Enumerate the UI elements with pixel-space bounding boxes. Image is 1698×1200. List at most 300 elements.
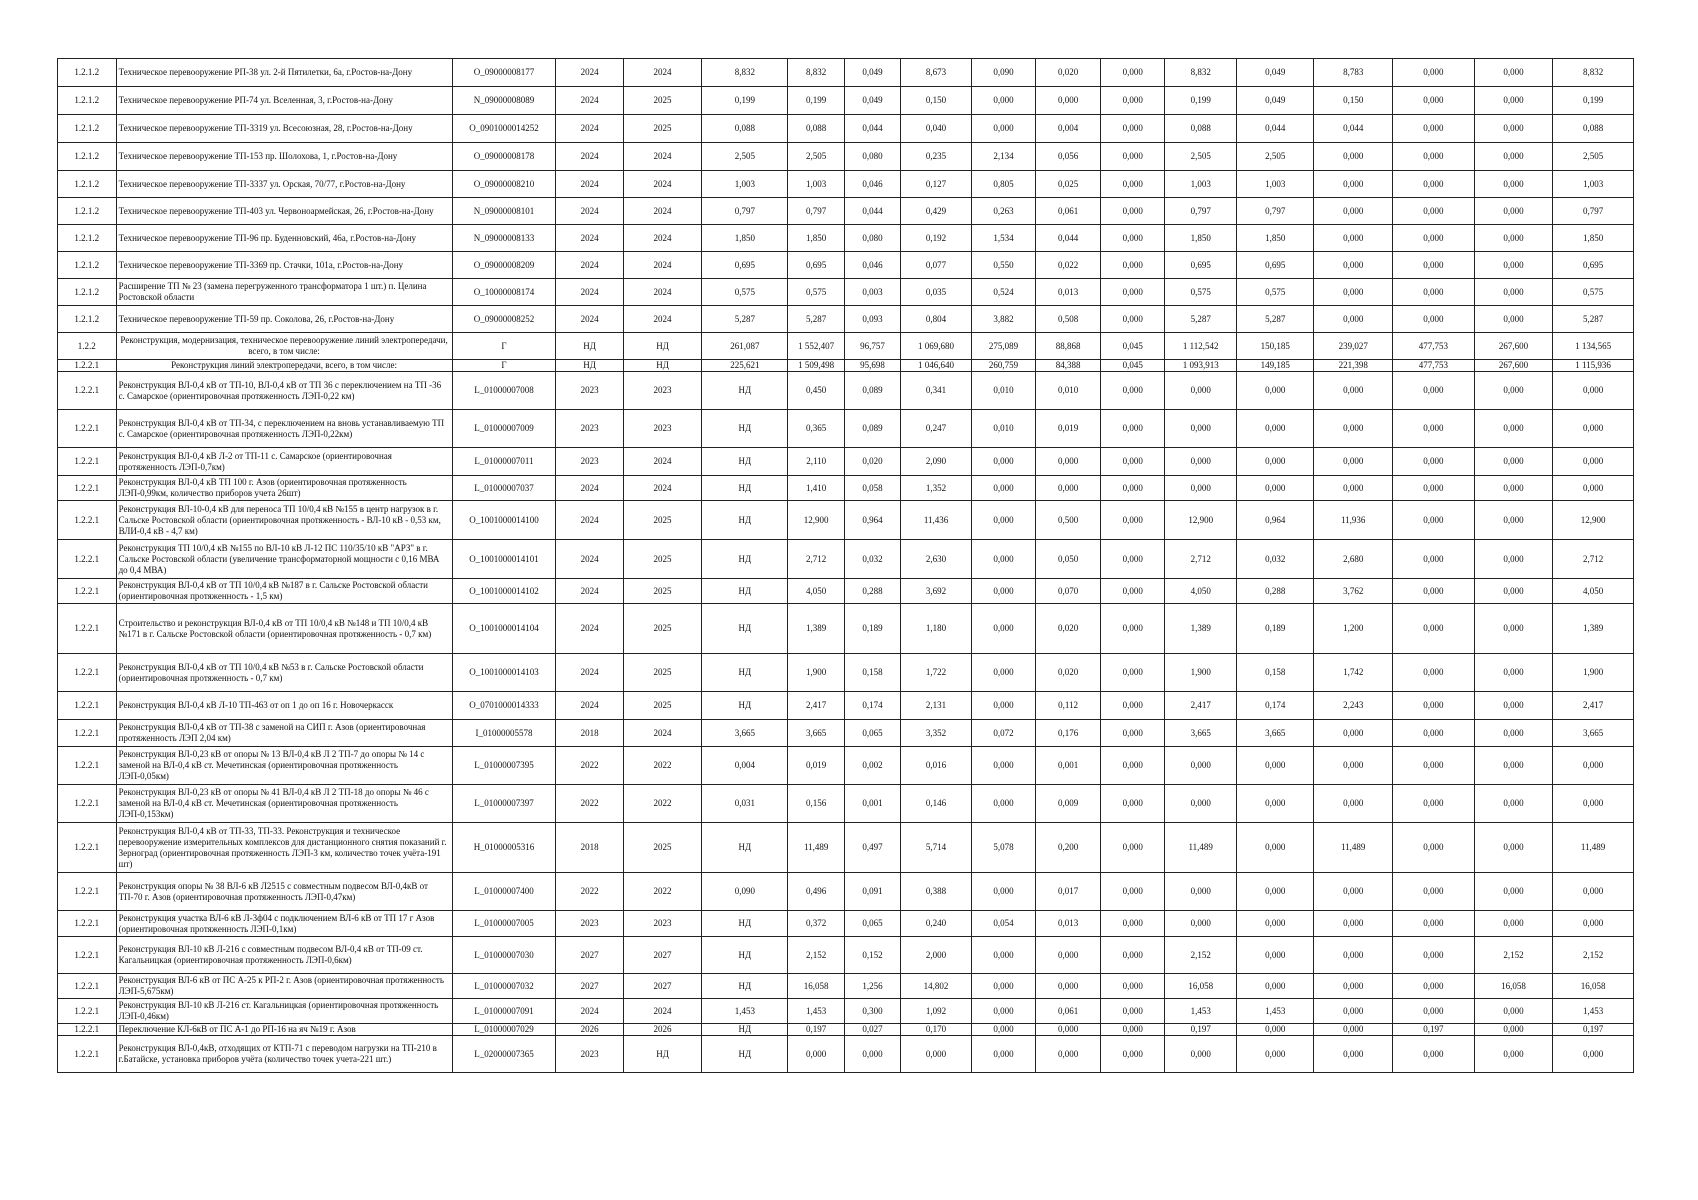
value-cell: 0,158 (1237, 654, 1314, 692)
value-cell: 0,000 (1101, 999, 1165, 1024)
value-cell: 2,630 (901, 540, 972, 579)
value-cell: НД (702, 823, 788, 873)
row-name-cell: Реконструкция ВЛ-0,4 кВ Л-2 от ТП-11 с. Самарское (ориентировочная протяженность ЛЭП-0,7км) (116, 448, 452, 476)
value-cell: 0,065 (844, 720, 900, 747)
value-cell: 0,804 (901, 306, 972, 333)
value-cell: 2024 (556, 279, 623, 306)
value-cell: 2023 (556, 372, 623, 410)
value-cell: 0,010 (971, 410, 1035, 448)
value-cell: 0,000 (1474, 59, 1552, 87)
value-cell: 0,797 (788, 198, 844, 225)
value-cell: 0,288 (844, 579, 900, 604)
value-cell: 2,505 (1165, 143, 1237, 171)
value-cell: 2026 (623, 1024, 701, 1036)
value-cell: 0,000 (1474, 225, 1552, 252)
value-cell: 0,288 (1237, 579, 1314, 604)
value-cell: 0,046 (844, 252, 900, 279)
value-cell: 1,180 (901, 604, 972, 654)
value-cell: 0,695 (1553, 252, 1634, 279)
value-cell: 0,000 (971, 785, 1035, 823)
value-cell: 1 093,913 (1165, 360, 1237, 372)
value-cell: 0,000 (1474, 252, 1552, 279)
table-row (58, 823, 1634, 873)
value-cell: 0,000 (1392, 59, 1474, 87)
value-cell: 2,134 (971, 143, 1035, 171)
value-cell: 0,575 (1165, 279, 1237, 306)
value-cell: 2,152 (788, 937, 844, 974)
value-cell: 0,000 (1392, 540, 1474, 579)
row-name-cell: Техническое перевооружение РП-38 ул. 2-й Пятилетки, 6а, г.Ростов-на-Дону (116, 59, 452, 87)
value-cell: 12,900 (788, 501, 844, 540)
value-cell: 16,058 (788, 974, 844, 999)
value-cell: 0,000 (1474, 540, 1552, 579)
value-cell: 1,850 (702, 225, 788, 252)
value-cell: 0,000 (1101, 823, 1165, 873)
value-cell: 0,365 (788, 410, 844, 448)
value-cell: 0,000 (1474, 720, 1552, 747)
value-cell: 239,027 (1314, 333, 1392, 360)
value-cell: 0,000 (1392, 999, 1474, 1024)
value-cell: 0,040 (901, 115, 972, 143)
value-cell: 0,044 (844, 198, 900, 225)
value-cell: 1,389 (1553, 604, 1634, 654)
table-row (58, 604, 1634, 654)
value-cell: 0,152 (844, 937, 900, 974)
project-id-cell: N_09000008089 (452, 87, 556, 115)
row-name-cell: Техническое перевооружение ТП-3369 пр. Стачки, 101а, г.Ростов-на-Дону (116, 252, 452, 279)
value-cell: 0,000 (1101, 143, 1165, 171)
value-cell: 0,061 (1036, 198, 1101, 225)
value-cell: 0,695 (788, 252, 844, 279)
value-cell: 0,000 (1392, 579, 1474, 604)
value-cell: 2025 (623, 654, 701, 692)
value-cell: 0,240 (901, 911, 972, 937)
value-cell: 4,050 (1553, 579, 1634, 604)
value-cell: 1,900 (1553, 654, 1634, 692)
value-cell: 0,575 (702, 279, 788, 306)
value-cell: 0,000 (1237, 823, 1314, 873)
value-cell: 0,000 (1474, 306, 1552, 333)
value-cell: 2022 (623, 873, 701, 911)
value-cell: 0,010 (1036, 372, 1101, 410)
value-cell: 0,199 (702, 87, 788, 115)
value-cell: 0,174 (1237, 692, 1314, 720)
value-cell: 0,019 (1036, 410, 1101, 448)
value-cell: 0,000 (1314, 448, 1392, 476)
value-cell: 2024 (556, 654, 623, 692)
value-cell: 0,000 (971, 87, 1035, 115)
value-cell: 0,077 (901, 252, 972, 279)
value-cell: 1,003 (1165, 171, 1237, 198)
value-cell: 1,003 (1553, 171, 1634, 198)
value-cell: 0,000 (1392, 911, 1474, 937)
row-name-cell: Расширение ТП № 23 (замена перегруженного трансформатора 1 шт.) п. Целина Ростовской области (116, 279, 452, 306)
value-cell: 2,090 (901, 448, 972, 476)
value-cell: 1 552,407 (788, 333, 844, 360)
value-cell: НД (702, 911, 788, 937)
value-cell: 0,000 (1165, 873, 1237, 911)
value-cell: 0,054 (971, 911, 1035, 937)
row-code-cell: 1.2.1.2 (58, 198, 117, 225)
value-cell: 1,003 (788, 171, 844, 198)
value-cell: 0,000 (1392, 225, 1474, 252)
value-cell: 1,850 (1237, 225, 1314, 252)
value-cell: 0,000 (1474, 823, 1552, 873)
value-cell: 0,000 (1101, 59, 1165, 87)
row-name-cell: Реконструкция ВЛ-0,4 кВ Л-10 ТП-463 от оп 1 до оп 16 г. Новочеркасск (116, 692, 452, 720)
value-cell: 16,058 (1553, 974, 1634, 999)
value-cell: 0,000 (1101, 372, 1165, 410)
value-cell: 0,003 (844, 279, 900, 306)
value-cell: 0,000 (1101, 911, 1165, 937)
value-cell: 221,398 (1314, 360, 1392, 372)
value-cell: 0,000 (971, 937, 1035, 974)
value-cell: 0,000 (1392, 1036, 1474, 1073)
investment-program-table (57, 58, 1634, 1073)
value-cell: 1,850 (1553, 225, 1634, 252)
row-code-cell: 1.2.2.1 (58, 360, 117, 372)
value-cell: 0,000 (1314, 410, 1392, 448)
value-cell: 0,000 (1474, 654, 1552, 692)
row-code-cell: 1.2.1.2 (58, 279, 117, 306)
value-cell: 0,000 (1474, 372, 1552, 410)
value-cell: 2024 (556, 604, 623, 654)
value-cell: 2,000 (901, 937, 972, 974)
value-cell: 1,850 (788, 225, 844, 252)
table-row (58, 59, 1634, 87)
row-code-cell: 1.2.2 (58, 333, 117, 360)
project-id-cell: O_1001000014103 (452, 654, 556, 692)
value-cell: 0,170 (901, 1024, 972, 1036)
value-cell: 0,000 (1314, 911, 1392, 937)
value-cell: 0,000 (1392, 937, 1474, 974)
value-cell: 0,000 (1237, 448, 1314, 476)
value-cell: 2025 (623, 540, 701, 579)
value-cell: НД (702, 410, 788, 448)
value-cell: 0,044 (844, 115, 900, 143)
value-cell: 16,058 (1474, 974, 1552, 999)
row-code-cell: 1.2.2.1 (58, 540, 117, 579)
row-code-cell: 1.2.1.2 (58, 225, 117, 252)
row-code-cell: 1.2.2.1 (58, 410, 117, 448)
value-cell: 0,072 (971, 720, 1035, 747)
value-cell: 4,050 (1165, 579, 1237, 604)
value-cell: 0,000 (1553, 372, 1634, 410)
value-cell: 2022 (623, 785, 701, 823)
value-cell: 2024 (556, 999, 623, 1024)
project-id-cell: L_01000007397 (452, 785, 556, 823)
table-row (58, 999, 1634, 1024)
value-cell: 0,065 (844, 911, 900, 937)
value-cell: 2027 (556, 974, 623, 999)
row-name-cell: Реконструкция ВЛ-6 кВ от ПС А-25 к РП-2 г. Азов (ориентировочная протяженность ЛЭП-5,675км) (116, 974, 452, 999)
row-code-cell: 1.2.2.1 (58, 937, 117, 974)
value-cell: 0,049 (1237, 87, 1314, 115)
value-cell: 0,013 (1036, 911, 1101, 937)
value-cell: 0,199 (788, 87, 844, 115)
value-cell: 0,000 (1101, 252, 1165, 279)
row-name-cell: Техническое перевооружение ТП-96 пр. Буденновский, 46а, г.Ростов-на-Дону (116, 225, 452, 252)
value-cell: 0,000 (1101, 692, 1165, 720)
value-cell: 0,197 (788, 1024, 844, 1036)
value-cell: 0,000 (1101, 873, 1165, 911)
value-cell: 0,000 (1237, 747, 1314, 785)
value-cell: 1,453 (1165, 999, 1237, 1024)
value-cell: 0,000 (1474, 410, 1552, 448)
table-body (58, 59, 1634, 1073)
table-row (58, 87, 1634, 115)
value-cell: 0,150 (1314, 87, 1392, 115)
value-cell: 1,200 (1314, 604, 1392, 654)
value-cell: 0,000 (1101, 279, 1165, 306)
value-cell: 2,152 (1474, 937, 1552, 974)
row-code-cell: 1.2.2.1 (58, 823, 117, 873)
table-row (58, 372, 1634, 410)
value-cell: 2027 (623, 974, 701, 999)
value-cell: 0,000 (1474, 279, 1552, 306)
value-cell: 2024 (556, 692, 623, 720)
row-code-cell: 1.2.2.1 (58, 692, 117, 720)
value-cell: 0,000 (1314, 1036, 1392, 1073)
value-cell: 3,762 (1314, 579, 1392, 604)
value-cell: 477,753 (1392, 360, 1474, 372)
value-cell: 0,020 (1036, 604, 1101, 654)
value-cell: 0,000 (1553, 476, 1634, 501)
value-cell: 2,152 (1165, 937, 1237, 974)
value-cell: 1,389 (788, 604, 844, 654)
value-cell: 0,300 (844, 999, 900, 1024)
value-cell: 2024 (556, 476, 623, 501)
value-cell: 2024 (556, 540, 623, 579)
value-cell: 0,192 (901, 225, 972, 252)
value-cell: 1 069,680 (901, 333, 972, 360)
value-cell: 1,534 (971, 225, 1035, 252)
row-name-cell: Реконструкция участка ВЛ-6 кВ Л-3ф04 с подключением ВЛ-6 кВ от ТП 17 г Азов (ориентировочная протяженность ЛЭП-0,1км) (116, 911, 452, 937)
value-cell: 0,000 (1237, 785, 1314, 823)
value-cell: 260,759 (971, 360, 1035, 372)
value-cell: 0,964 (844, 501, 900, 540)
value-cell: 2024 (623, 225, 701, 252)
value-cell: 0,508 (1036, 306, 1101, 333)
row-name-cell: Реконструкция ВЛ-10 кВ Л-216 ст. Кагальницкая (ориентировочная протяженность ЛЭП-0,46км) (116, 999, 452, 1024)
value-cell: 477,753 (1392, 333, 1474, 360)
value-cell: 0,112 (1036, 692, 1101, 720)
value-cell: 0,000 (1553, 785, 1634, 823)
row-code-cell: 1.2.2.1 (58, 654, 117, 692)
value-cell: 2022 (556, 785, 623, 823)
value-cell: 149,185 (1237, 360, 1314, 372)
value-cell: 0,000 (1392, 823, 1474, 873)
value-cell: 8,832 (1165, 59, 1237, 87)
value-cell: 0,575 (1237, 279, 1314, 306)
row-code-cell: 1.2.2.1 (58, 501, 117, 540)
value-cell: 2,417 (1165, 692, 1237, 720)
value-cell: 1 046,640 (901, 360, 972, 372)
table-row (58, 143, 1634, 171)
value-cell: 0,000 (1237, 1036, 1314, 1073)
value-cell: 0,695 (1165, 252, 1237, 279)
value-cell: 2023 (556, 448, 623, 476)
value-cell: 2025 (623, 823, 701, 873)
value-cell: 0,000 (1392, 974, 1474, 999)
value-cell: 0,000 (1314, 225, 1392, 252)
value-cell: НД (702, 974, 788, 999)
value-cell: 0,000 (1474, 579, 1552, 604)
value-cell: 2018 (556, 720, 623, 747)
value-cell: 0,000 (1101, 747, 1165, 785)
value-cell: 2,505 (702, 143, 788, 171)
row-name-cell: Техническое перевооружение РП-74 ул. Вселенная, 3, г.Ростов-на-Дону (116, 87, 452, 115)
table-row (58, 540, 1634, 579)
value-cell: 2,110 (788, 448, 844, 476)
value-cell: 0,090 (971, 59, 1035, 87)
value-cell: 0,000 (1553, 873, 1634, 911)
value-cell: 0,089 (844, 372, 900, 410)
value-cell: 0,046 (844, 171, 900, 198)
value-cell: 0,000 (788, 1036, 844, 1073)
value-cell: 2,680 (1314, 540, 1392, 579)
value-cell: 0,000 (1165, 1036, 1237, 1073)
value-cell: 0,000 (1474, 873, 1552, 911)
value-cell: 0,146 (901, 785, 972, 823)
value-cell: 2026 (556, 1024, 623, 1036)
value-cell: 0,000 (1314, 937, 1392, 974)
value-cell: 0,027 (844, 1024, 900, 1036)
value-cell: 2,505 (1237, 143, 1314, 171)
value-cell: 2,152 (1553, 937, 1634, 974)
value-cell: 0,032 (844, 540, 900, 579)
value-cell: 0,000 (1101, 654, 1165, 692)
value-cell: 2025 (623, 604, 701, 654)
value-cell: 11,489 (1553, 823, 1634, 873)
value-cell: 5,287 (1165, 306, 1237, 333)
value-cell: 3,352 (901, 720, 972, 747)
row-code-cell: 1.2.2.1 (58, 372, 117, 410)
value-cell: НД (556, 333, 623, 360)
value-cell: 0,000 (1553, 1036, 1634, 1073)
value-cell: 88,868 (1036, 333, 1101, 360)
value-cell: НД (702, 692, 788, 720)
value-cell: 0,000 (971, 1024, 1035, 1036)
value-cell: НД (702, 476, 788, 501)
value-cell: 0,000 (1314, 143, 1392, 171)
value-cell: 0,000 (901, 1036, 972, 1073)
table-row (58, 448, 1634, 476)
value-cell: 11,489 (1314, 823, 1392, 873)
value-cell: 5,714 (901, 823, 972, 873)
value-cell: 0,000 (1392, 171, 1474, 198)
value-cell: 1,003 (702, 171, 788, 198)
value-cell: 12,900 (1165, 501, 1237, 540)
value-cell: 0,000 (1474, 692, 1552, 720)
value-cell: НД (702, 448, 788, 476)
value-cell: 0,000 (1474, 171, 1552, 198)
value-cell: 0,093 (844, 306, 900, 333)
value-cell: 2023 (623, 372, 701, 410)
value-cell: 1,900 (1165, 654, 1237, 692)
value-cell: НД (623, 1036, 701, 1073)
value-cell: 2,712 (1553, 540, 1634, 579)
value-cell: 0,805 (971, 171, 1035, 198)
value-cell: 0,000 (1036, 87, 1101, 115)
value-cell: 0,000 (1474, 1036, 1552, 1073)
value-cell: 95,698 (844, 360, 900, 372)
value-cell: 0,000 (1474, 476, 1552, 501)
value-cell: 2024 (556, 115, 623, 143)
value-cell: 0,000 (971, 999, 1035, 1024)
project-id-cell: O_09000008177 (452, 59, 556, 87)
value-cell: 0,000 (1237, 372, 1314, 410)
value-cell: 0,001 (1036, 747, 1101, 785)
value-cell: 0,550 (971, 252, 1035, 279)
value-cell: 2024 (556, 579, 623, 604)
value-cell: 0,000 (1101, 410, 1165, 448)
row-code-cell: 1.2.2.1 (58, 720, 117, 747)
value-cell: 0,199 (1165, 87, 1237, 115)
value-cell: 0,050 (1036, 540, 1101, 579)
value-cell: 0,000 (1392, 252, 1474, 279)
value-cell: 8,832 (1553, 59, 1634, 87)
value-cell: 0,010 (971, 372, 1035, 410)
value-cell: 0,000 (1237, 410, 1314, 448)
table-row (58, 306, 1634, 333)
value-cell: 275,089 (971, 333, 1035, 360)
value-cell: 0,004 (702, 747, 788, 785)
project-id-cell: O_09000008210 (452, 171, 556, 198)
value-cell: 0,000 (1237, 937, 1314, 974)
value-cell: 0,695 (1237, 252, 1314, 279)
project-id-cell: N_09000008133 (452, 225, 556, 252)
value-cell: 0,000 (1101, 604, 1165, 654)
value-cell: 0,020 (844, 448, 900, 476)
row-name-cell: Реконструкция ВЛ-0,4 кВ от ТП-10, ВЛ-0,4 кВ от ТП 36 с переключением на ТП -36 с. Самарское (ориентировочная протяженность ЛЭП-0,22 км) (116, 372, 452, 410)
value-cell: 96,757 (844, 333, 900, 360)
value-cell: 0,000 (1392, 410, 1474, 448)
value-cell: 0,000 (1101, 115, 1165, 143)
value-cell: НД (702, 540, 788, 579)
value-cell: 0,000 (1237, 974, 1314, 999)
value-cell: 14,802 (901, 974, 972, 999)
value-cell: НД (702, 501, 788, 540)
value-cell: 2023 (623, 911, 701, 937)
table-row (58, 654, 1634, 692)
value-cell: 0,004 (1036, 115, 1101, 143)
value-cell: 0,000 (1392, 785, 1474, 823)
value-cell: 0,000 (1553, 911, 1634, 937)
row-name-cell: Реконструкция, модернизация, техническое перевооружение линий электропередачи, всего, в том числе: (116, 333, 452, 360)
row-name-cell: Техническое перевооружение ТП-59 пр. Соколова, 26, г.Ростов-на-Дону (116, 306, 452, 333)
value-cell: 0,000 (971, 974, 1035, 999)
value-cell: 2024 (556, 87, 623, 115)
value-cell: 0,000 (1392, 692, 1474, 720)
value-cell: 11,436 (901, 501, 972, 540)
value-cell: 267,600 (1474, 333, 1552, 360)
value-cell: 0,000 (971, 692, 1035, 720)
value-cell: 0,022 (1036, 252, 1101, 279)
value-cell: 2022 (623, 747, 701, 785)
value-cell: 0,000 (1392, 198, 1474, 225)
value-cell: 1,722 (901, 654, 972, 692)
row-code-cell: 1.2.2.1 (58, 448, 117, 476)
value-cell: 0,000 (1553, 448, 1634, 476)
value-cell: 0,000 (1036, 974, 1101, 999)
value-cell: 0,056 (1036, 143, 1101, 171)
row-code-cell: 1.2.1.2 (58, 59, 117, 87)
value-cell: 2024 (556, 501, 623, 540)
value-cell: 0,247 (901, 410, 972, 448)
table-row (58, 1036, 1634, 1073)
value-cell: 1,003 (1237, 171, 1314, 198)
